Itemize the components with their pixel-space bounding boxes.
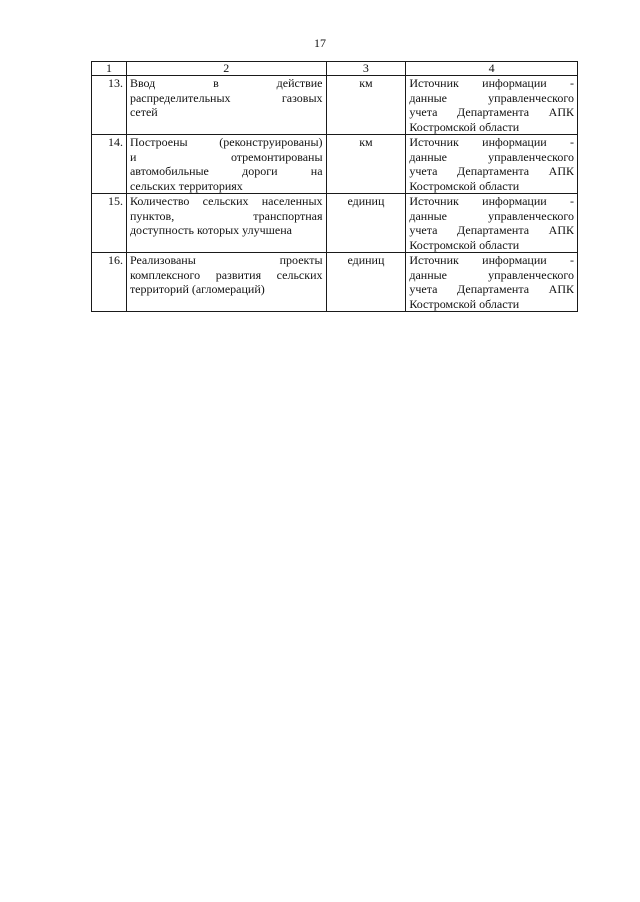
description-line: распределительных газовых — [129, 90, 323, 105]
column-header-1: 1 — [92, 62, 127, 76]
source-line: данные управленческого — [409, 267, 574, 282]
information-source — [406, 76, 578, 135]
source-line: Источник информации - — [409, 253, 574, 267]
indicator-description — [126, 253, 326, 312]
column-header-2: 2 — [126, 62, 326, 76]
source-line: Костромской области — [409, 237, 520, 252]
source-line: данные управленческого — [409, 90, 574, 105]
unit-of-measure: км — [326, 76, 406, 135]
table-row — [92, 194, 578, 253]
information-source — [406, 253, 578, 312]
description-line: комплексного развития сельских — [129, 267, 323, 282]
source-line: Костромской области — [409, 178, 520, 193]
information-source — [406, 135, 578, 194]
source-line: учета Департамента АПК — [409, 223, 574, 237]
source-line: Костромской области — [409, 119, 520, 134]
description-line: сельских территориях — [129, 178, 243, 193]
source-line: Источник информации - — [409, 76, 574, 90]
information-source — [406, 194, 578, 253]
indicators-table — [91, 61, 578, 312]
source-line: Источник информации - — [409, 135, 574, 149]
source-line: данные управленческого — [409, 149, 574, 164]
description-line: Ввод в действие — [129, 76, 323, 90]
row-number: 14. — [92, 135, 127, 194]
source-line: Костромской области — [409, 296, 520, 311]
indicator-description — [126, 76, 326, 135]
unit-of-measure: единиц — [326, 253, 406, 312]
indicator-description — [126, 135, 326, 194]
unit-of-measure: км — [326, 135, 406, 194]
table-row — [92, 253, 578, 312]
column-header-3: 3 — [326, 62, 406, 76]
table-row — [92, 135, 578, 194]
source-line: Источник информации - — [409, 194, 574, 208]
row-number: 15. — [92, 194, 127, 253]
row-number: 13. — [92, 76, 127, 135]
description-line: автомобильные дороги на — [129, 164, 323, 178]
indicator-description — [126, 194, 326, 253]
description-line: Реализованы проекты — [129, 253, 323, 267]
column-header-4: 4 — [406, 62, 578, 76]
table-row — [92, 76, 578, 135]
source-line: учета Департамента АПК — [409, 282, 574, 296]
description-line: сетей — [129, 105, 158, 119]
description-line: пунктов, транспортная — [129, 208, 323, 223]
row-number: 16. — [92, 253, 127, 312]
description-line: Количество сельских населенных — [129, 194, 323, 208]
description-line: и отремонтированы — [129, 149, 323, 164]
unit-of-measure: единиц — [326, 194, 406, 253]
description-line: территорий (агломераций) — [129, 282, 265, 296]
description-line: Построены (реконструированы) — [129, 135, 323, 149]
table-header-row — [92, 62, 578, 76]
source-line: данные управленческого — [409, 208, 574, 223]
source-line: учета Департамента АПК — [409, 164, 574, 178]
page-number: 17 — [314, 36, 326, 50]
description-line: доступность которых улучшена — [129, 223, 292, 237]
source-line: учета Департамента АПК — [409, 105, 574, 119]
